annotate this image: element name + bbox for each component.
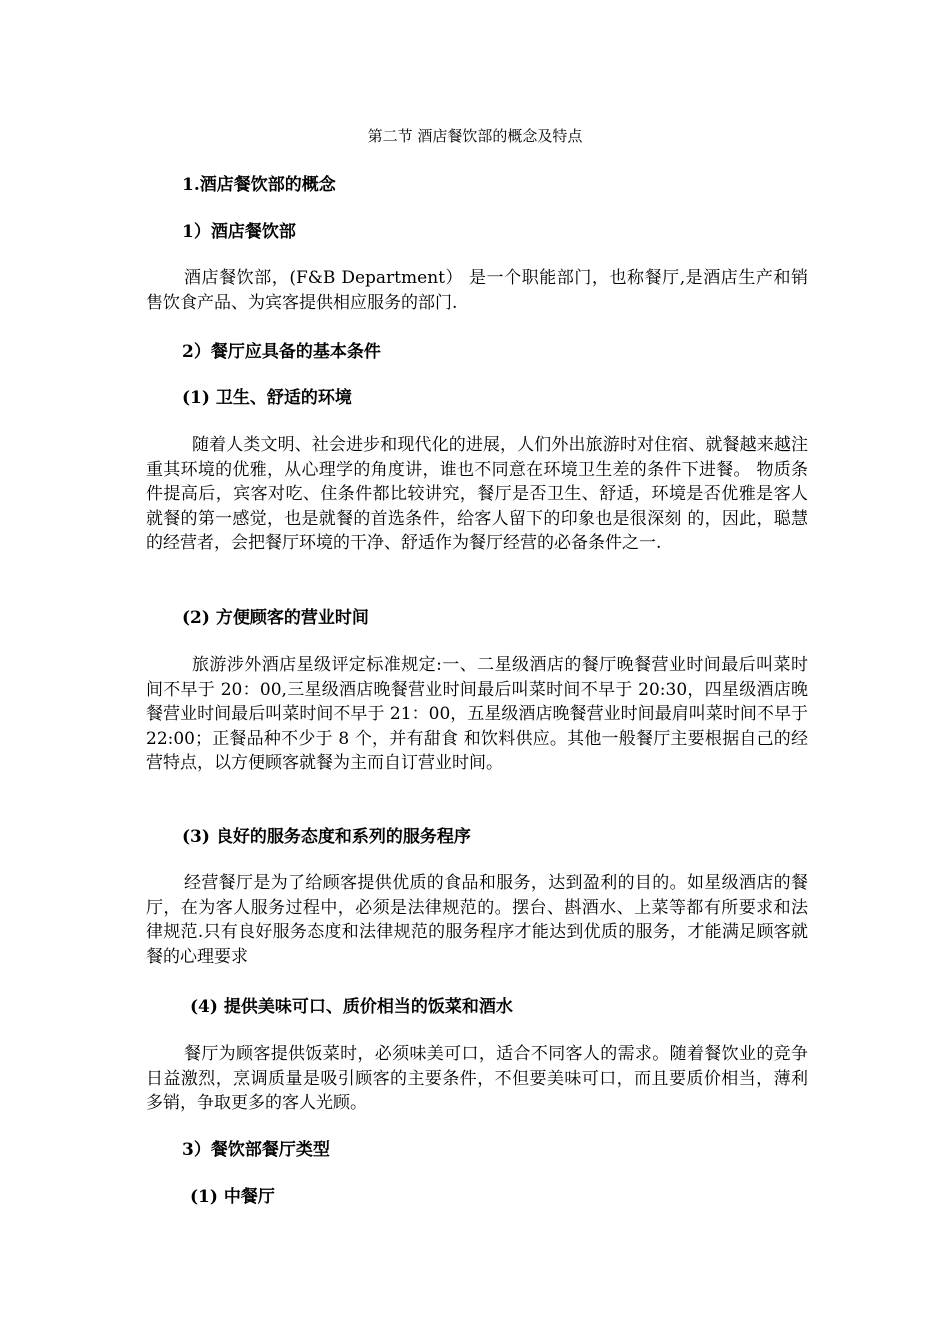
item-heading-chinese-restaurant: (1) 中餐厅	[190, 1187, 275, 1207]
paragraph-hygiene-environment: 随着人类文明、社会进步和现代化的进展，人们外出旅游时对住宿、就餐越来越注重其环境的优雅，从心理学的角度讲，谁也不同意在环境卫生差的条件下进餐。 物质条件提高后，宾客对吃、住条件都比较讲究，餐厅是否卫生、舒适，环境是否优雅是客人就餐的第一感觉，也是就餐的首选条件，给客人留下的印象也是很深刻 的，因此，聪慧的经营者，会把餐厅环境的干净、舒适作为餐厅经营的必备条件之一.	[146, 435, 808, 553]
item-heading-food-quality: (4) 提供美味可口、质价相当的饭菜和酒水	[190, 997, 513, 1017]
document-title: 第二节 酒店餐饮部的概念及特点	[367, 127, 583, 145]
paragraph-food-quality: 餐厅为顾客提供饭菜时，必须味美可口，适合不同客人的需求。随着餐饮业的竞争日益激烈，烹调质量是吸引顾客的主要条件，不但要美味可口，而且要质价相当，薄利多销，争取更多的客人光顾。	[146, 1044, 808, 1113]
subsection-heading-restaurant-types: 3）餐饮部餐厅类型	[182, 1140, 330, 1160]
paragraph-service-attitude: 经营餐厅是为了给顾客提供优质的食品和服务，达到盈利的目的。如星级酒店的餐厅，在为客人服务过程中，必须是法律规范的。摆台、斟酒水、上菜等都有所要求和法律规范.只有良好服务态度和法律规范的服务程序才能达到优质的服务，才能满足顾客就餐的心理要求	[146, 873, 808, 967]
item-heading-hygiene-environment: (1) 卫生、舒适的环境	[182, 388, 352, 408]
subsection-heading-basic-conditions: 2）餐厅应具备的基本条件	[182, 342, 381, 362]
section-heading-fb-concept: 1.酒店餐饮部的概念	[182, 175, 336, 195]
subsection-heading-fb-department: 1）酒店餐饮部	[182, 222, 296, 242]
item-heading-business-hours: (2) 方便顾客的营业时间	[182, 608, 369, 628]
paragraph-business-hours: 旅游涉外酒店星级评定标准规定:一、二星级酒店的餐厅晚餐营业时间最后叫菜时间不早于 20：00,三星级酒店晚餐营业时间最后叫菜时间不早于 20:30，四星级酒店晚餐营业时间最后叫菜时间不早于 21：00，五星级酒店晚餐营业时间最肩叫菜时间不早于 22:00；正餐品种不少于 8 个，并有甜食 和饮料供应。其他一般餐厅主要根据自己的经营特点，以方便顾客就餐为主而自订营业时间。	[146, 655, 808, 773]
item-heading-service-attitude: (3) 良好的服务态度和系列的服务程序	[182, 827, 471, 847]
paragraph-fb-definition: 酒店餐饮部，(F&B Department） 是一个职能部门，也称餐厅,是酒店生产和销售饮食产品、为宾客提供相应服务的部门.	[146, 268, 808, 313]
